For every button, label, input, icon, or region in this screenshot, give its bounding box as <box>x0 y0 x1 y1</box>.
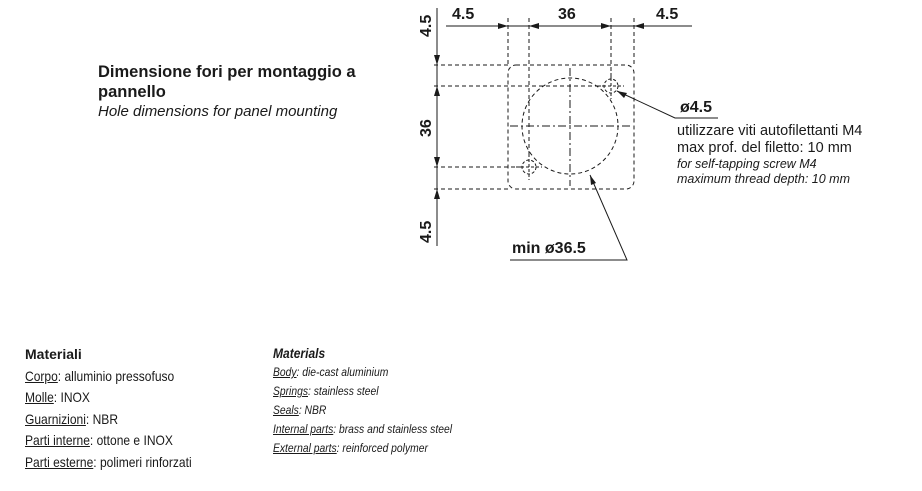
materials-en <box>273 344 481 458</box>
material-label: External parts <box>273 441 337 455</box>
material-label: Molle <box>25 389 54 405</box>
dim-top-left: 4.5 <box>452 6 475 23</box>
material-value: : NBR <box>298 403 327 417</box>
materials-it-row <box>25 387 192 409</box>
material-value: : alluminio pressofuso <box>57 367 175 384</box>
dim-hole-diameter: ø4.5 <box>680 99 713 116</box>
material-value: : stainless steel <box>307 384 379 398</box>
materials-en-row <box>273 401 452 420</box>
screw-note <box>677 123 862 187</box>
material-label: Body <box>273 365 297 379</box>
dim-side-top: 4.5 <box>418 14 435 37</box>
heading-title-en: Hole dimensions for panel mounting <box>98 103 338 120</box>
material-value: : ottone e INOX <box>89 432 173 448</box>
material-value: : INOX <box>53 389 90 405</box>
material-label: Springs <box>273 384 308 398</box>
material-value: : reinforced polymer <box>336 441 428 455</box>
material-value: : NBR <box>85 410 119 427</box>
cutout-outline <box>508 65 634 189</box>
dim-top-right: 4.5 <box>656 6 679 23</box>
material-value: : polimeri rinforzati <box>93 453 192 470</box>
material-label: Seals <box>273 403 299 417</box>
material-label: Internal parts <box>273 422 334 436</box>
dim-side-mid: 36 <box>418 119 435 137</box>
screw-note-line1-en: for self-tapping screw M4 <box>677 157 817 171</box>
screw-note-line1-it: utilizzare viti autofilettanti M4 <box>677 123 863 139</box>
material-value: : die-cast aluminium <box>296 365 389 379</box>
material-label: Guarnizioni <box>25 410 86 427</box>
dim-side-bottom: 4.5 <box>418 220 435 243</box>
screw-note-line2-it: max prof. del filetto: 10 mm <box>677 140 852 156</box>
material-label: Parti interne <box>25 432 90 448</box>
heading-title-it: Dimensione fori per montaggio a pannello <box>98 63 356 101</box>
material-label: Corpo <box>25 367 58 384</box>
materials-en-row <box>273 420 452 439</box>
dim-min-diameter: min ø36.5 <box>512 240 586 257</box>
materials-en-row <box>273 439 452 458</box>
materials-it-heading: Materiali <box>25 346 82 362</box>
materials-it-row <box>25 430 192 452</box>
material-value: : brass and stainless steel <box>333 422 452 436</box>
materials-en-heading: Materials <box>273 345 326 361</box>
materials-en-row <box>273 382 452 401</box>
screw-note-line2-en: maximum thread depth: 10 mm <box>677 172 850 186</box>
materials-it-row <box>25 452 192 474</box>
material-label: Parti esterne <box>25 453 94 470</box>
materials-it-row <box>25 409 192 431</box>
materials-it-row <box>25 366 192 388</box>
materials-it <box>25 344 219 473</box>
materials-en-row <box>273 363 452 382</box>
dim-top-mid: 36 <box>558 6 576 23</box>
